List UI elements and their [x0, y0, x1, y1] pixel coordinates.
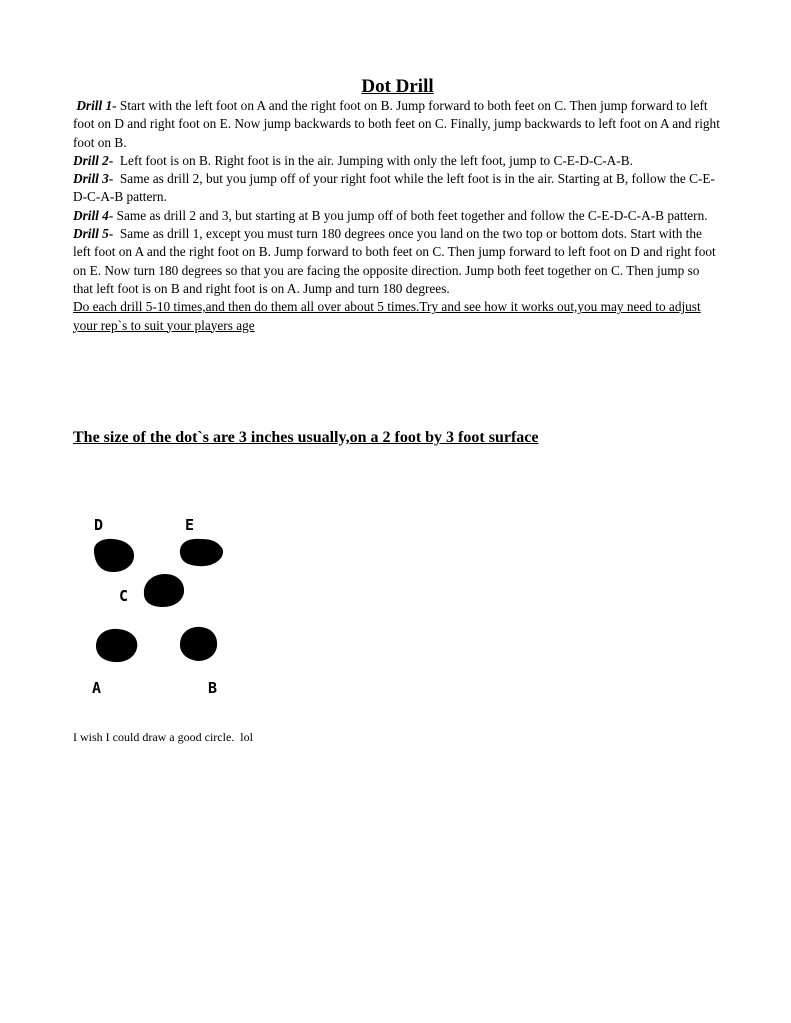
drill-list: [73, 97, 721, 335]
repetition-note: Do each drill 5-10 times,and then do them all over about 5 times.Try and see how it works out,you may need to adjust your rep`s to suit your players age: [73, 299, 701, 333]
dot-label-e: E: [185, 516, 195, 534]
dot-b: [180, 627, 217, 661]
dot-d: [94, 539, 134, 572]
dot-e: [180, 539, 223, 566]
dot-label-c: C: [119, 587, 129, 605]
drill-4-text: Same as drill 2 and 3, but starting at B you jump off of both feet together and follow the C-E-D-C-A-B pattern.: [113, 207, 708, 223]
drill-2-text: Left foot is on B. Right foot is in the air. Jumping with only the left foot, jump to C-E-D-C-A-B.: [113, 152, 633, 168]
dot-label-a: A: [92, 679, 102, 697]
drill-3-label: Drill 3-: [73, 171, 114, 187]
page-title: Dot Drill: [361, 76, 434, 97]
drill-2-label: Drill 2-: [73, 152, 114, 168]
drill-5-label: Drill 5-: [73, 226, 114, 242]
drill-4-label: Drill 4-: [73, 207, 114, 223]
dot-diagram: [80, 510, 240, 705]
drill-3-text: Same as drill 2, but you jump off of your right foot while the left foot is in the air. Starting at B, follow the C-E-D-C-A-B pattern.: [73, 171, 715, 205]
drill-3: [73, 170, 721, 207]
dot-c: [144, 574, 184, 607]
dot-size-heading: The size of the dot`s are 3 inches usually,on a 2 foot by 3 foot surface: [73, 429, 539, 446]
drill-4: [73, 207, 721, 225]
dot-label-b: B: [208, 679, 218, 697]
drill-1-text: Start with the left foot on A and the right foot on B. Jump forward to both feet on C. Then jump forward to left foot on D and right foot on E. Now jump backwards to both feet on C. Finally, jump backwards to left foot on A and right foot on B.: [73, 98, 720, 150]
drill-1: [73, 97, 721, 152]
dot-a: [96, 629, 137, 662]
caption: I wish I could draw a good circle. lol: [73, 730, 253, 744]
drill-5-text: Same as drill 1, except you must turn 180 degrees once you land on the two top or bottom dots. Start with the left foot on A and the right foot on B. Jump forward to both feet on C. Then jump forward to left foot on D and right foot on E. Now turn 180 degrees so that you are facing the opposite direction. Jump both feet together on C. Then jump so that left foot is on B and right foot is on A. Jump and turn 180 degrees.: [73, 226, 720, 296]
drill-1-label: Drill 1-: [76, 98, 117, 113]
drill-5: [73, 225, 721, 298]
dot-label-d: D: [94, 516, 104, 534]
drill-2: [73, 152, 721, 170]
